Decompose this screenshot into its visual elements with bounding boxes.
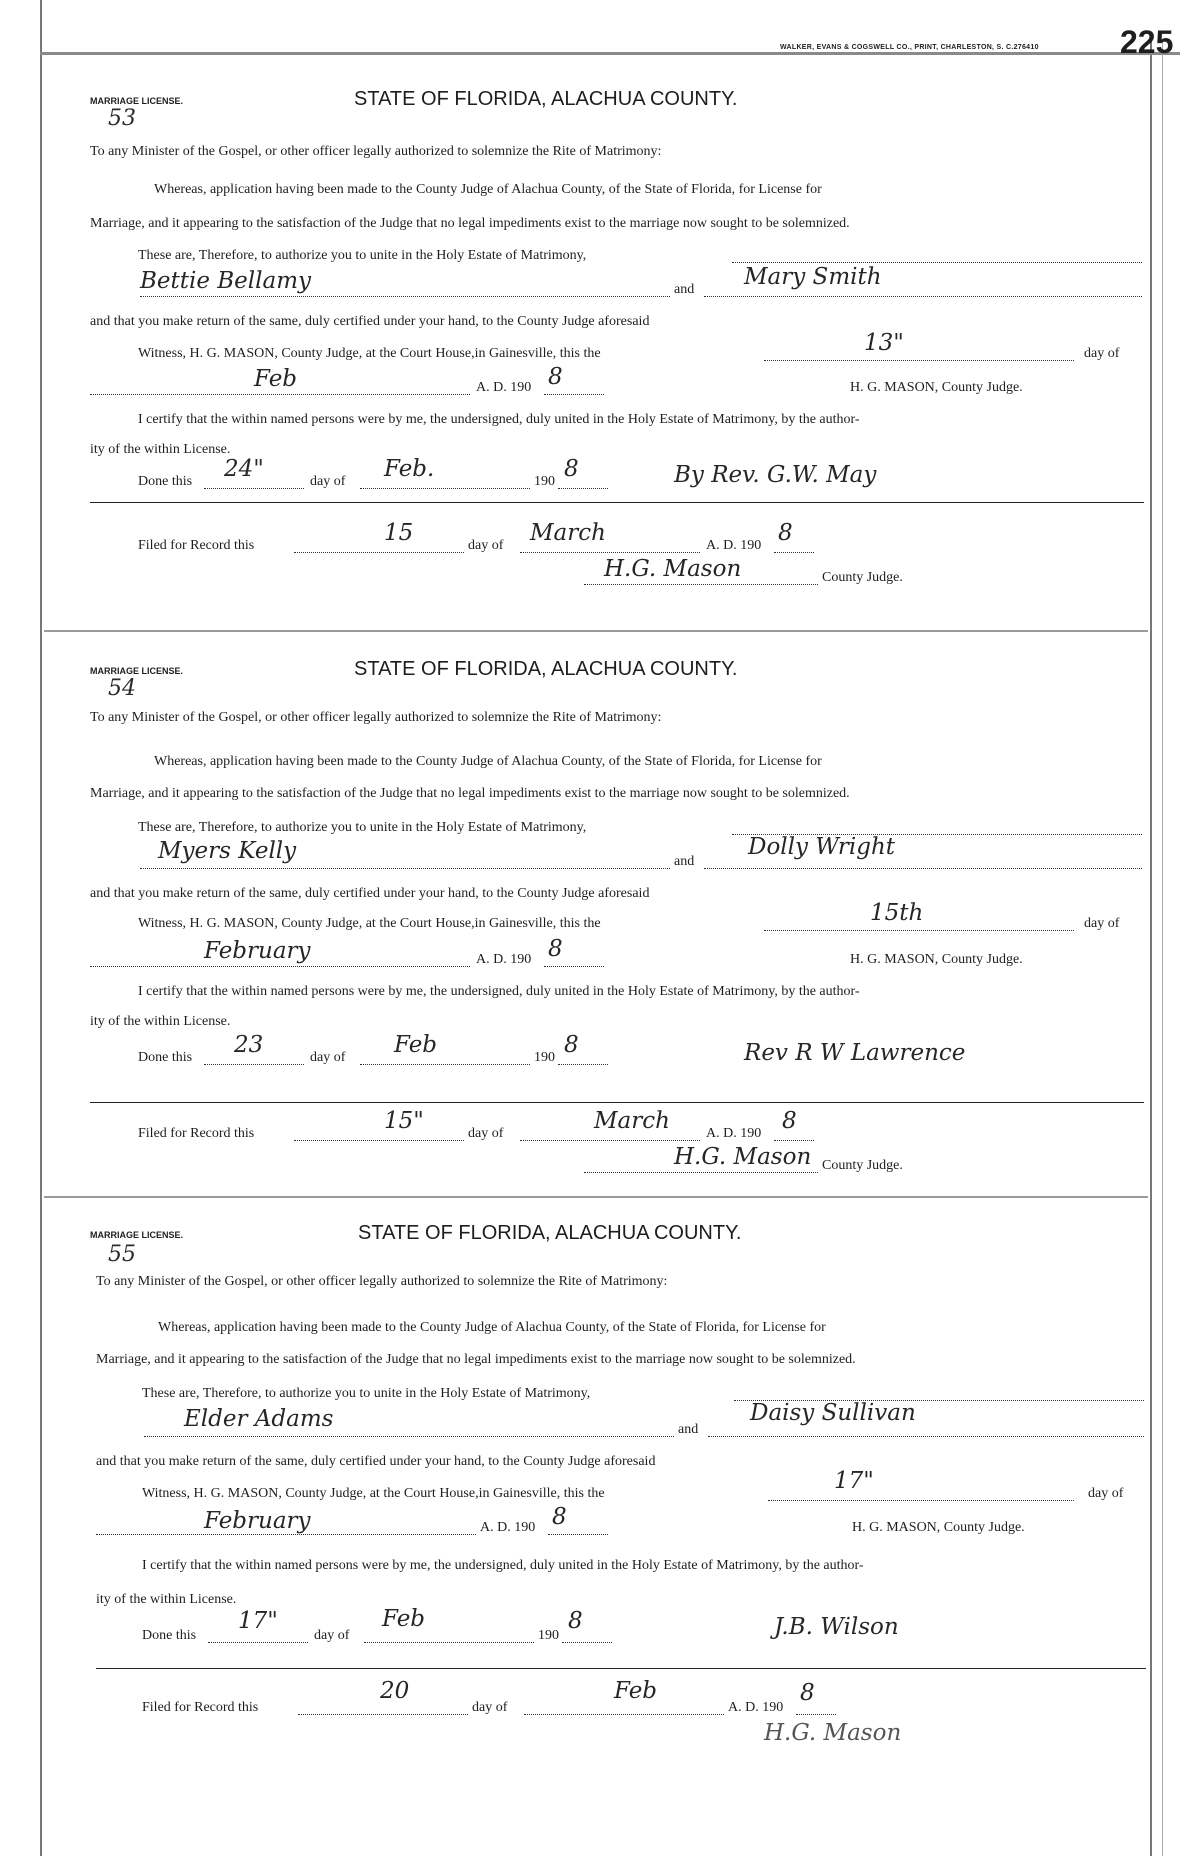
license-number: 55 <box>108 1242 136 1267</box>
witness-line: Witness, H. G. MASON, County Judge, at the Court House,in Gainesville, this the <box>142 1486 605 1501</box>
fill-line <box>208 1642 308 1643</box>
witness-line: Witness, H. G. MASON, County Judge, at the Court House,in Gainesville, this the <box>138 346 601 361</box>
license-heading: STATE OF FLORIDA, ALACHUA COUNTY. <box>354 658 738 680</box>
and-label: and <box>674 854 695 869</box>
license-heading: STATE OF FLORIDA, ALACHUA COUNTY. <box>358 1222 742 1244</box>
witness-month: Feb <box>254 366 298 392</box>
filed-day: 20 <box>380 1678 410 1704</box>
fill-line <box>708 1436 1144 1437</box>
fill-line <box>704 296 1142 297</box>
license-label: MARRIAGE LICENSE. <box>90 1230 184 1240</box>
day-of-label: day of <box>310 1050 346 1065</box>
done-day: 23 <box>234 1032 264 1058</box>
divider-rule <box>96 1668 1146 1669</box>
county-judge-label: County Judge. <box>822 1158 903 1173</box>
clerk-signature: H.G. Mason <box>674 1144 812 1170</box>
divider-rule <box>90 1102 1144 1103</box>
fill-line <box>360 1064 530 1065</box>
return-line: and that you make return of the same, duly certified under your hand, to the County Judge aforesaid <box>90 314 650 329</box>
groom-name: Bettie Bellamy <box>140 268 312 294</box>
done-day: 17" <box>238 1608 278 1634</box>
done-day: 24" <box>224 456 264 482</box>
fill-line <box>144 1436 674 1437</box>
fill-line <box>764 360 1074 361</box>
filed-label: Filed for Record this <box>142 1700 259 1715</box>
fill-line <box>520 552 700 553</box>
license-heading: STATE OF FLORIDA, ALACHUA COUNTY. <box>354 88 738 110</box>
fill-line <box>558 488 608 489</box>
fill-line <box>732 262 1142 263</box>
whereas-line-2: Marriage, and it appearing to the satisfaction of the Judge that no legal impediments exist to the marriage now sought to be solemnized. <box>96 1352 856 1367</box>
section-separator <box>44 630 1148 632</box>
certify-line-2: ity of the within License. <box>90 1014 231 1029</box>
judge-label: H. G. MASON, County Judge. <box>850 380 1023 395</box>
license-number: 54 <box>108 676 136 701</box>
done-year: 8 <box>568 1608 583 1634</box>
address-line: To any Minister of the Gospel, or other officer legally authorized to solemnize the Rite of Matrimony: <box>90 144 662 159</box>
fill-line <box>90 966 470 967</box>
fill-line <box>584 584 818 585</box>
address-line: To any Minister of the Gospel, or other officer legally authorized to solemnize the Rite of Matrimony: <box>90 710 662 725</box>
fill-line <box>364 1642 534 1643</box>
right-margin-line-outer <box>1162 40 1163 1856</box>
page-number: 225 <box>1120 24 1174 60</box>
filed-year: 8 <box>778 520 793 546</box>
done-this-label: Done this <box>138 1050 193 1065</box>
certify-line-2: ity of the within License. <box>90 442 231 457</box>
day-of-label: day of <box>1088 1486 1124 1501</box>
right-margin-line <box>1150 40 1152 1856</box>
done-this-label: Done this <box>142 1628 197 1643</box>
ad-label: A. D. 190 <box>480 1520 536 1535</box>
header-rule <box>40 52 1180 55</box>
fill-line <box>204 1064 304 1065</box>
year-prefix: 190 <box>538 1628 559 1643</box>
left-margin-line <box>40 0 42 1856</box>
filed-day: 15" <box>384 1108 424 1134</box>
bride-name: Daisy Sullivan <box>750 1400 916 1426</box>
fill-line <box>524 1714 724 1715</box>
groom-name: Elder Adams <box>184 1406 334 1432</box>
done-month: Feb. <box>384 456 435 482</box>
fill-line <box>544 966 604 967</box>
done-this-label: Done this <box>138 474 193 489</box>
done-year: 8 <box>564 1032 579 1058</box>
return-line: and that you make return of the same, duly certified under your hand, to the County Judge aforesaid <box>90 886 650 901</box>
whereas-line-1: Whereas, application having been made to the County Judge of Alachua County, of the State of Florida, for License for <box>158 1320 826 1335</box>
section-separator <box>44 1196 1148 1198</box>
divider-rule <box>90 502 1144 503</box>
judge-label: H. G. MASON, County Judge. <box>852 1520 1025 1535</box>
fill-line <box>360 488 530 489</box>
fill-line <box>520 1140 700 1141</box>
officiant-signature: Rev R W Lawrence <box>744 1040 966 1066</box>
fill-line <box>764 930 1074 931</box>
ad-label: A. D. 190 <box>476 952 532 967</box>
fill-line <box>544 394 604 395</box>
fill-line <box>294 1140 464 1141</box>
witness-day: 17" <box>834 1468 874 1494</box>
fill-line <box>294 552 464 553</box>
license-number: 53 <box>108 106 136 131</box>
year-prefix: 190 <box>534 1050 555 1065</box>
filed-year: 8 <box>800 1680 815 1706</box>
day-of-label: day of <box>314 1628 350 1643</box>
and-label: and <box>678 1422 699 1437</box>
fill-line <box>548 1534 608 1535</box>
certify-line-1: I certify that the within named persons were by me, the undersigned, duly united in the Holy Estate of Matrimony, by the author- <box>138 412 860 427</box>
day-of-label: day of <box>468 1126 504 1141</box>
judge-label: H. G. MASON, County Judge. <box>850 952 1023 967</box>
witness-year: 8 <box>548 364 563 390</box>
clerk-signature: H.G. Mason <box>764 1720 902 1746</box>
day-of-label: day of <box>472 1700 508 1715</box>
fill-line <box>140 868 670 869</box>
fill-line <box>562 1642 612 1643</box>
license-section <box>44 62 1148 620</box>
done-month: Feb <box>382 1606 426 1632</box>
ad-label: A. D. 190 <box>728 1700 784 1715</box>
done-year: 8 <box>564 456 579 482</box>
whereas-line-1: Whereas, application having been made to the County Judge of Alachua County, of the State of Florida, for License for <box>154 182 822 197</box>
filed-month: March <box>530 520 606 546</box>
day-of-label: day of <box>1084 346 1120 361</box>
filed-day: 15 <box>384 520 414 546</box>
license-section <box>44 636 1148 1188</box>
done-month: Feb <box>394 1032 438 1058</box>
ad-label: A. D. 190 <box>706 538 762 553</box>
and-label: and <box>674 282 695 297</box>
whereas-line-1: Whereas, application having been made to the County Judge of Alachua County, of the State of Florida, for License for <box>154 754 822 769</box>
filed-month: March <box>594 1108 670 1134</box>
fill-line <box>96 1534 476 1535</box>
fill-line <box>558 1064 608 1065</box>
clerk-signature: H.G. Mason <box>604 556 742 582</box>
fill-line <box>140 296 670 297</box>
filed-label: Filed for Record this <box>138 1126 255 1141</box>
fill-line <box>774 1140 814 1141</box>
whereas-line-2: Marriage, and it appearing to the satisfaction of the Judge that no legal impediments exist to the marriage now sought to be solemnized. <box>90 216 850 231</box>
witness-month: February <box>204 1508 311 1534</box>
whereas-line-2: Marriage, and it appearing to the satisfaction of the Judge that no legal impediments exist to the marriage now sought to be solemnized. <box>90 786 850 801</box>
fill-line <box>584 1172 818 1173</box>
ad-label: A. D. 190 <box>706 1126 762 1141</box>
bride-name: Dolly Wright <box>748 834 896 860</box>
county-judge-label: County Judge. <box>822 570 903 585</box>
witness-month: February <box>204 938 311 964</box>
officiant-signature: J.B. Wilson <box>774 1614 899 1640</box>
day-of-label: day of <box>468 538 504 553</box>
bride-name: Mary Smith <box>744 264 882 290</box>
address-line: To any Minister of the Gospel, or other officer legally authorized to solemnize the Rite of Matrimony: <box>96 1274 668 1289</box>
day-of-label: day of <box>310 474 346 489</box>
fill-line <box>796 1714 836 1715</box>
certify-line-1: I certify that the within named persons were by me, the undersigned, duly united in the Holy Estate of Matrimony, by the author- <box>142 1558 864 1573</box>
authorize-line: These are, Therefore, to authorize you to unite in the Holy Estate of Matrimony, <box>138 820 587 835</box>
filed-year: 8 <box>782 1108 797 1134</box>
fill-line <box>704 868 1142 869</box>
license-label: MARRIAGE LICENSE. <box>90 666 184 676</box>
groom-name: Myers Kelly <box>158 838 297 864</box>
filed-label: Filed for Record this <box>138 538 255 553</box>
witness-year: 8 <box>552 1504 567 1530</box>
filed-month: Feb <box>614 1678 658 1704</box>
witness-year: 8 <box>548 936 563 962</box>
day-of-label: day of <box>1084 916 1120 931</box>
officiant-signature: By Rev. G.W. May <box>674 462 877 488</box>
fill-line <box>768 1500 1074 1501</box>
witness-line: Witness, H. G. MASON, County Judge, at the Court House,in Gainesville, this the <box>138 916 601 931</box>
license-section <box>44 1200 1148 1850</box>
fill-line <box>90 394 470 395</box>
return-line: and that you make return of the same, duly certified under your hand, to the County Judge aforesaid <box>96 1454 656 1469</box>
witness-day: 13" <box>864 330 904 356</box>
year-prefix: 190 <box>534 474 555 489</box>
ad-label: A. D. 190 <box>476 380 532 395</box>
certify-line-1: I certify that the within named persons were by me, the undersigned, duly united in the Holy Estate of Matrimony, by the author- <box>138 984 860 999</box>
authorize-line: These are, Therefore, to authorize you to unite in the Holy Estate of Matrimony, <box>138 248 587 263</box>
license-label: MARRIAGE LICENSE. <box>90 96 184 106</box>
printer-imprint: WALKER, EVANS & COGSWELL CO., PRINT, CHARLESTON, S. C.276410 <box>780 44 1039 51</box>
fill-line <box>298 1714 468 1715</box>
certify-line-2: ity of the within License. <box>96 1592 237 1607</box>
fill-line <box>774 552 814 553</box>
authorize-line: These are, Therefore, to authorize you to unite in the Holy Estate of Matrimony, <box>142 1386 591 1401</box>
fill-line <box>204 488 304 489</box>
witness-day: 15th <box>870 900 924 926</box>
